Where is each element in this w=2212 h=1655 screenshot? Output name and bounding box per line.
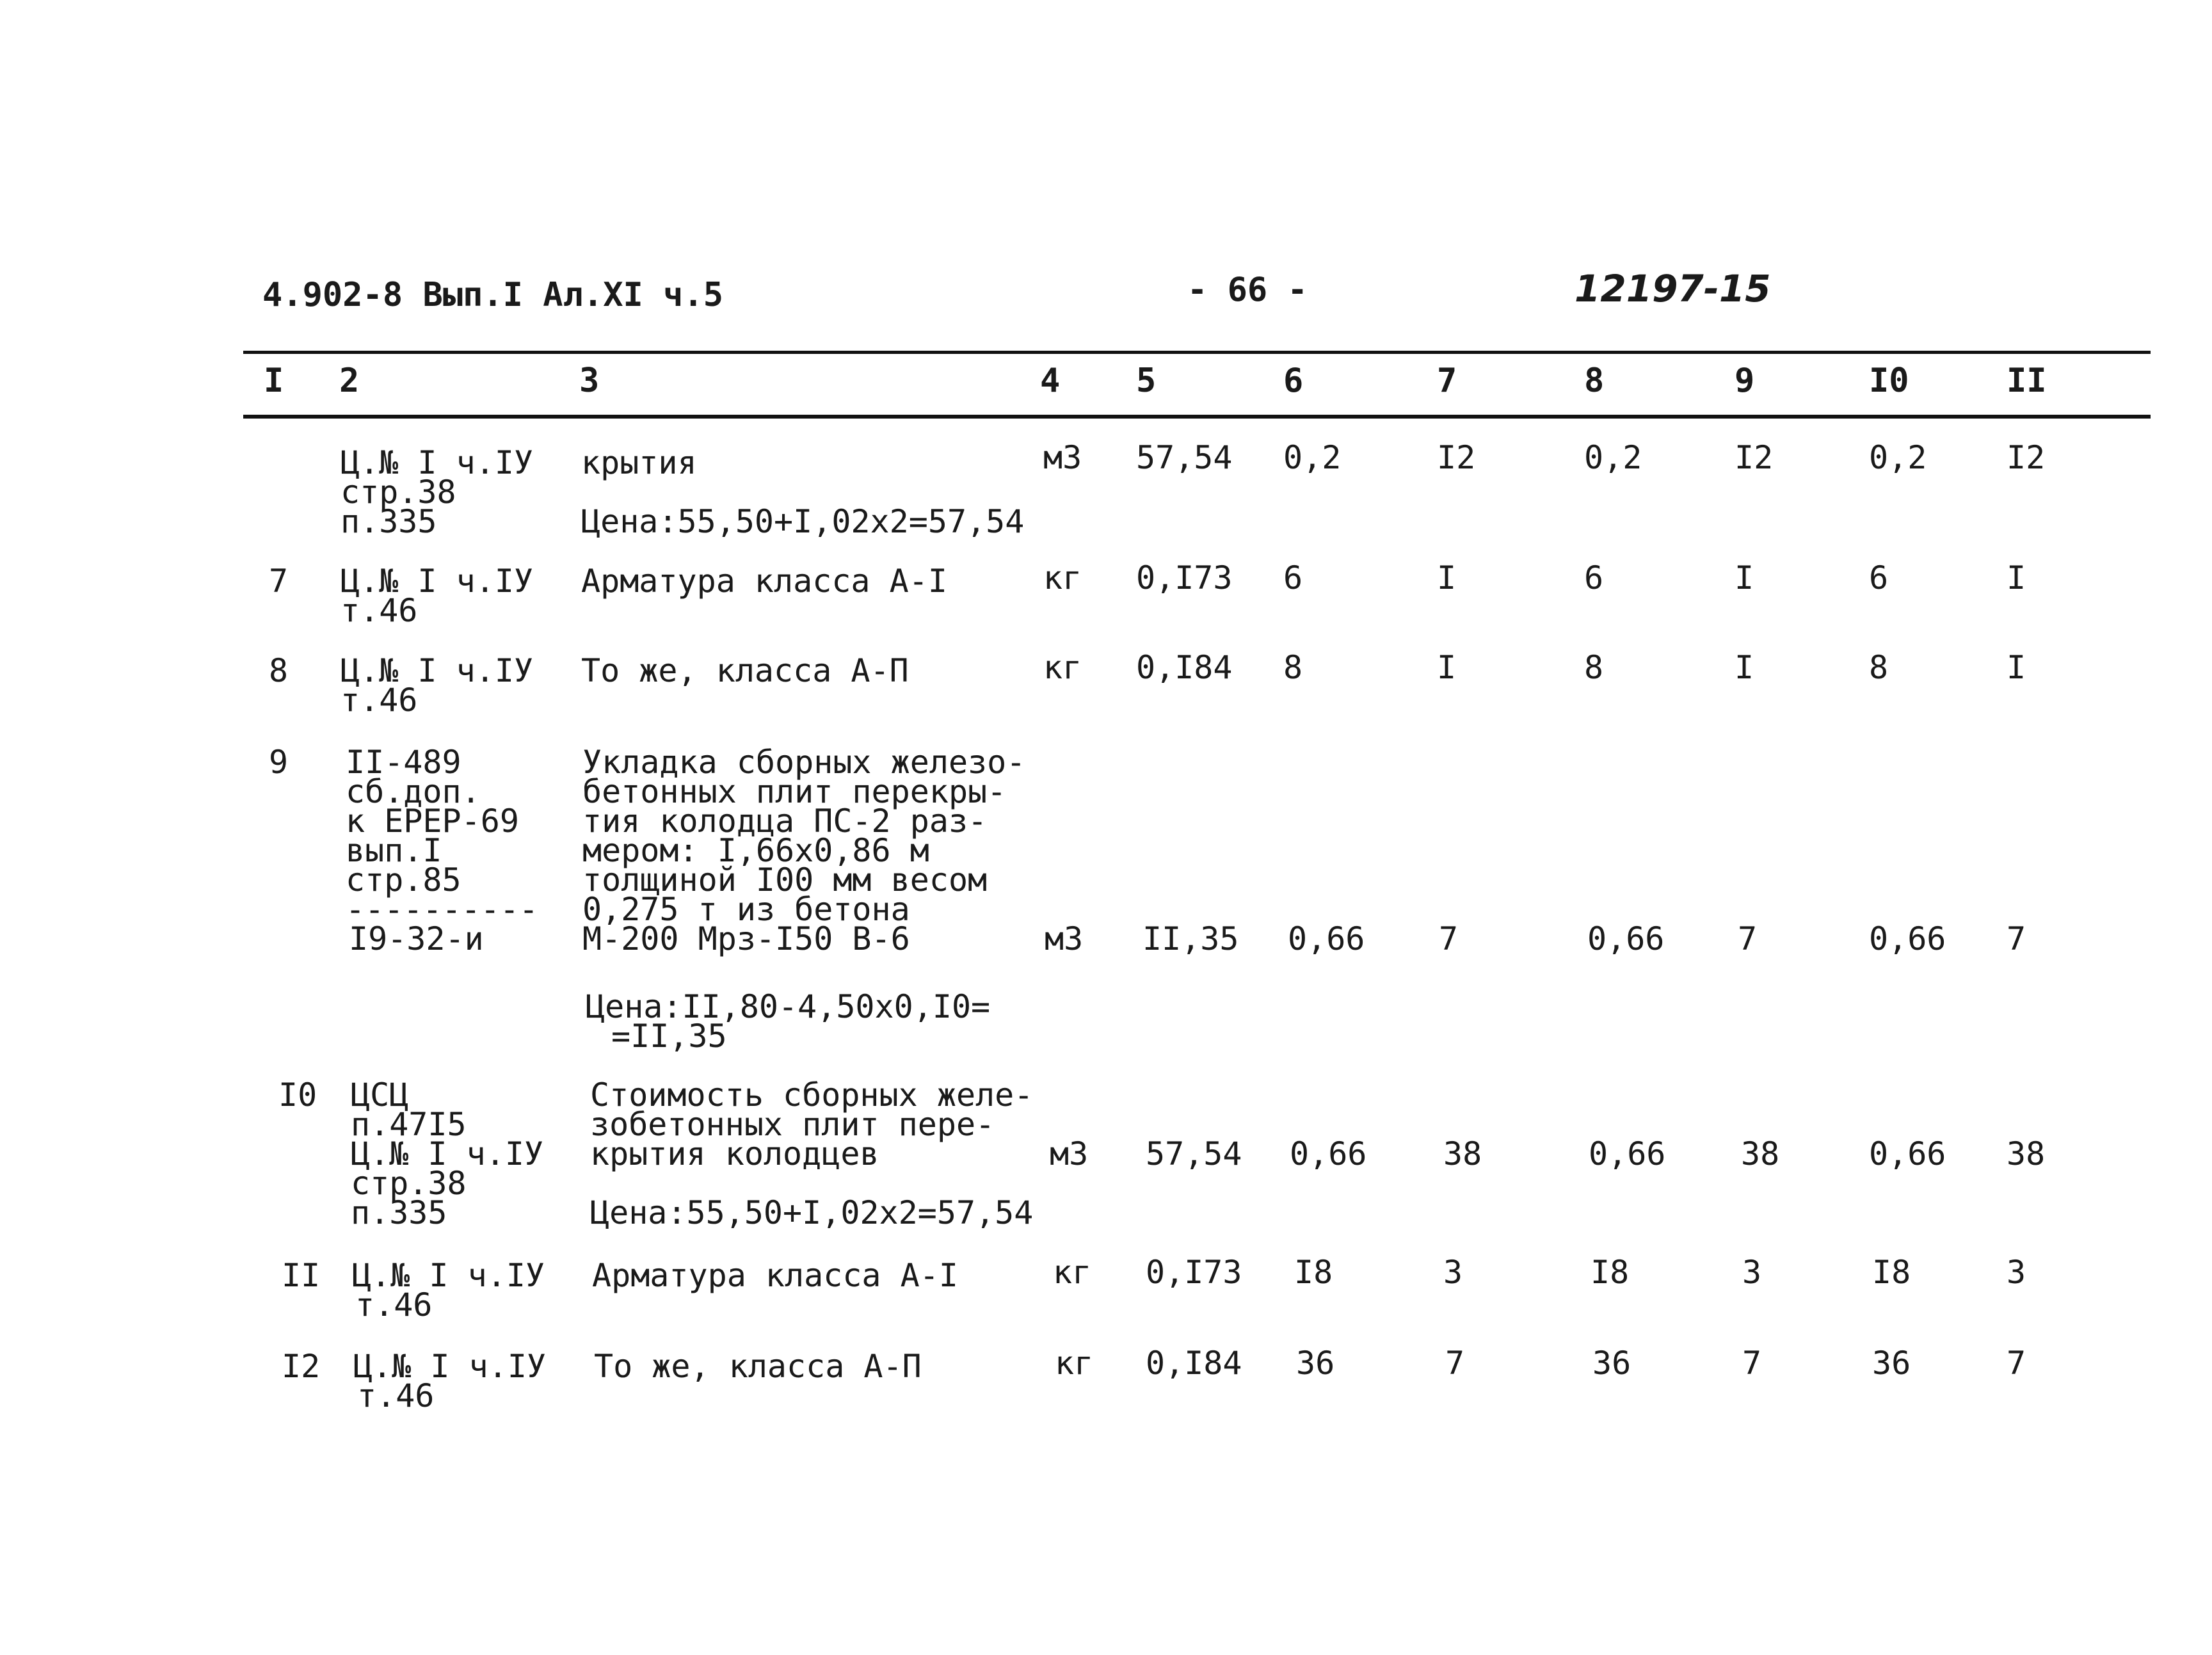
column-number: 4 [1040, 362, 1061, 400]
row-col8: 36 [1592, 1345, 1631, 1382]
row-unit: кг [1043, 559, 1082, 596]
row-description: Стоимость сборных желе- [590, 1076, 1034, 1114]
table-header-rule [243, 415, 2151, 419]
row-reference: п.47I5 [351, 1106, 467, 1143]
row-unit-cost: 0,I73 [1146, 1254, 1242, 1291]
row-col7: I [1437, 649, 1457, 686]
row-col9: 38 [1741, 1135, 1780, 1172]
row-reference: вып.I [346, 832, 442, 869]
row-description: 0,275 т из бетона [582, 891, 910, 928]
column-number: I [264, 362, 284, 400]
row-description: То же, класса А-П [581, 652, 909, 689]
row-col10: 0,66 [1869, 1135, 1946, 1172]
row-unit: м3 [1050, 1135, 1089, 1172]
row-col9: 7 [1738, 920, 1758, 957]
row-description: толщиной I00 мм весом [582, 861, 988, 899]
row-col7: 7 [1439, 920, 1459, 957]
column-number: II [2007, 362, 2047, 400]
document-code: 4.902-8 Вып.I Ал.XI ч.5 [262, 276, 724, 314]
row-reference: I9-32-и [349, 920, 484, 957]
row-description: То же, класса А-П [594, 1348, 922, 1385]
row-reference: сб.доп. [346, 773, 481, 810]
handwritten-number: 12197-15 [1575, 267, 1771, 310]
row-reference: II-489 [346, 744, 461, 781]
row-col9: 7 [1742, 1345, 1762, 1382]
row-unit-cost: II,35 [1142, 920, 1239, 957]
column-number: 9 [1735, 362, 1755, 400]
row-reference: стр.38 [351, 1165, 467, 1202]
row-unit-cost: 0,I84 [1136, 649, 1233, 686]
row-description: тия колодца ПС-2 раз- [582, 803, 988, 840]
row-col8: 0,66 [1589, 1135, 1666, 1172]
row-reference: Ц.№ I ч.IУ [352, 1257, 545, 1294]
column-number: 3 [579, 362, 600, 400]
row-reference: т.46 [357, 1377, 435, 1414]
row-col9: I2 [1735, 439, 1774, 476]
row-unit-cost: 57,54 [1146, 1135, 1242, 1172]
row-unit-cost: 57,54 [1136, 439, 1233, 476]
row-reference: т.46 [341, 592, 418, 629]
row-reference-divider: ---------- [346, 891, 539, 928]
row-description: крытия колодцев [590, 1135, 879, 1172]
row-col8: 0,2 [1584, 439, 1642, 476]
row-description: зобетонных плит пере- [590, 1106, 995, 1143]
row-number: 9 [269, 744, 289, 781]
row-reference: Ц.№ I ч.IУ [351, 1135, 544, 1172]
row-col11: I [2007, 559, 2026, 596]
row-price-formula: Цена:55,50+I,02х2=57,54 [581, 503, 1025, 540]
row-col10: 36 [1872, 1345, 1911, 1382]
row-col10: 6 [1869, 559, 1889, 596]
row-reference: стр.85 [346, 861, 461, 899]
row-col6: 36 [1296, 1345, 1335, 1382]
row-number: 8 [269, 652, 289, 689]
row-col9: I [1735, 649, 1754, 686]
row-number: 7 [269, 563, 289, 600]
row-reference: Ц.№ I ч.IУ [341, 444, 534, 481]
row-col11: I [2007, 649, 2026, 686]
row-col6: 6 [1283, 559, 1303, 596]
row-col11: 7 [2007, 920, 2026, 957]
row-number: II [282, 1257, 321, 1294]
column-number: 5 [1136, 362, 1157, 400]
row-description: Арматура класса А-I [592, 1257, 958, 1294]
row-col8: I8 [1591, 1254, 1630, 1291]
column-number: I0 [1869, 362, 1909, 400]
row-col11: 38 [2007, 1135, 2046, 1172]
row-reference: Ц.№ I ч.IУ [353, 1348, 547, 1385]
row-description: Укладка сборных железо- [582, 744, 1026, 781]
row-col8: 6 [1584, 559, 1604, 596]
row-col7: I2 [1437, 439, 1476, 476]
row-description: Арматура класса А-I [581, 563, 947, 600]
row-col10: 8 [1869, 649, 1889, 686]
page-number: - 66 - [1187, 271, 1308, 309]
row-unit: кг [1053, 1254, 1092, 1291]
row-col7: I [1437, 559, 1457, 596]
row-unit: м3 [1043, 439, 1082, 476]
row-description: мером: I,66х0,86 м [582, 832, 929, 869]
row-col7: 7 [1445, 1345, 1465, 1382]
row-reference: т.46 [341, 682, 418, 719]
row-price-formula: Цена:55,50+I,02х2=57,54 [590, 1194, 1034, 1231]
row-col11: 3 [2007, 1254, 2026, 1291]
row-unit-cost: 0,I73 [1136, 559, 1233, 596]
row-reference: т.46 [355, 1286, 433, 1323]
row-col6: 0,66 [1288, 920, 1365, 957]
row-col9: 3 [1742, 1254, 1762, 1291]
row-col10: I8 [1872, 1254, 1911, 1291]
row-unit: кг [1043, 649, 1082, 686]
row-unit: м3 [1045, 920, 1084, 957]
row-price-formula: Цена:II,80-4,50х0,I0= [586, 988, 991, 1025]
row-reference: п.335 [341, 503, 437, 540]
row-col7: 3 [1443, 1254, 1463, 1291]
row-reference: к ЕРЕР-69 [346, 803, 519, 840]
column-number: 6 [1283, 362, 1304, 400]
row-col6: 8 [1283, 649, 1303, 686]
row-col6: 0,66 [1290, 1135, 1367, 1172]
row-col8: 8 [1584, 649, 1604, 686]
row-number: I2 [282, 1348, 321, 1385]
row-price-formula: =II,35 [611, 1018, 727, 1055]
row-description: крытия [581, 444, 697, 481]
row-col9: I [1735, 559, 1754, 596]
row-reference: Ц.№ I ч.IУ [341, 563, 534, 600]
row-col11: I2 [2007, 439, 2046, 476]
table-top-rule [243, 351, 2151, 354]
column-number: 2 [339, 362, 360, 400]
row-col6: I8 [1294, 1254, 1333, 1291]
row-col7: 38 [1443, 1135, 1482, 1172]
row-col6: 0,2 [1283, 439, 1342, 476]
row-col10: 0,2 [1869, 439, 1927, 476]
row-reference: стр.38 [341, 474, 456, 511]
row-unit-cost: 0,I84 [1146, 1345, 1242, 1382]
row-unit: кг [1055, 1345, 1094, 1382]
row-reference: ЦСЦ [351, 1076, 409, 1114]
column-number: 7 [1437, 362, 1457, 400]
row-description: бетонных плит перекры- [582, 773, 1007, 810]
row-description: М-200 Мрз-I50 В-6 [582, 920, 910, 957]
row-number: I0 [278, 1076, 317, 1114]
row-col8: 0,66 [1587, 920, 1665, 957]
row-reference: Ц.№ I ч.IУ [341, 652, 534, 689]
row-reference: п.335 [351, 1194, 447, 1231]
row-col11: 7 [2007, 1345, 2026, 1382]
row-col10: 0,66 [1869, 920, 1946, 957]
column-number: 8 [1584, 362, 1605, 400]
